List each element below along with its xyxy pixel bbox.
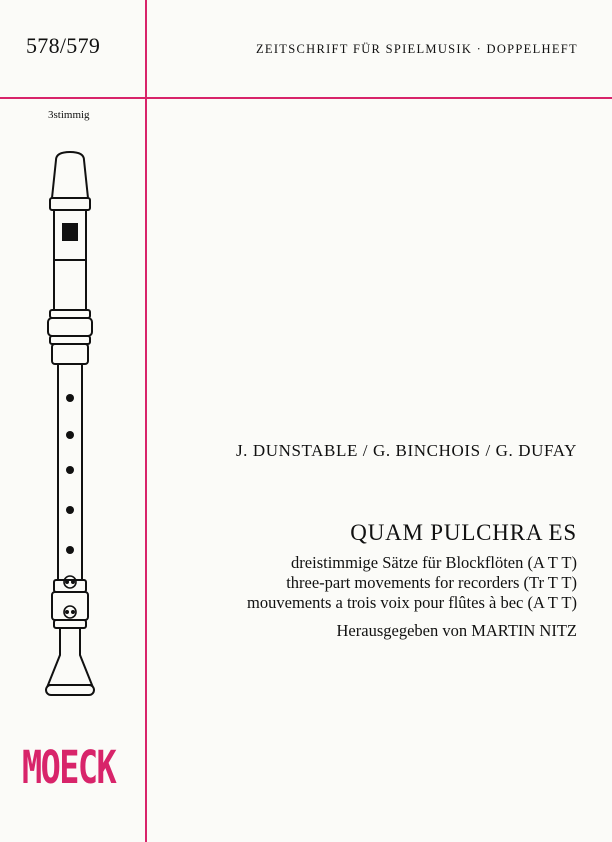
composers: J. DUNSTABLE / G. BINCHOIS / G. DUFAY xyxy=(235,441,577,460)
work-title: QUAM PULCHRA ES xyxy=(350,520,577,545)
series-title: ZEITSCHRIFT FÜR SPIELMUSIK · DOPPELHEFT xyxy=(255,42,578,56)
voicing-label: 3stimmig xyxy=(48,109,90,121)
vertical-rule xyxy=(145,0,147,842)
subtitle-english: three-part movements for recorders (Tr T T) xyxy=(286,573,577,592)
subtitle-german: dreistimmige Sätze für Blockflöten (A T T) xyxy=(291,553,577,572)
subtitle-french: mouvements a trois voix pour flûtes à bec (A T T) xyxy=(247,593,577,612)
editor-credit: Herausgegeben von MARTIN NITZ xyxy=(336,621,577,640)
recorder-illustration xyxy=(30,150,110,710)
issue-number: 578/579 xyxy=(26,33,101,58)
horizontal-rule xyxy=(0,97,612,99)
publisher-logo: MOECK xyxy=(22,742,116,795)
